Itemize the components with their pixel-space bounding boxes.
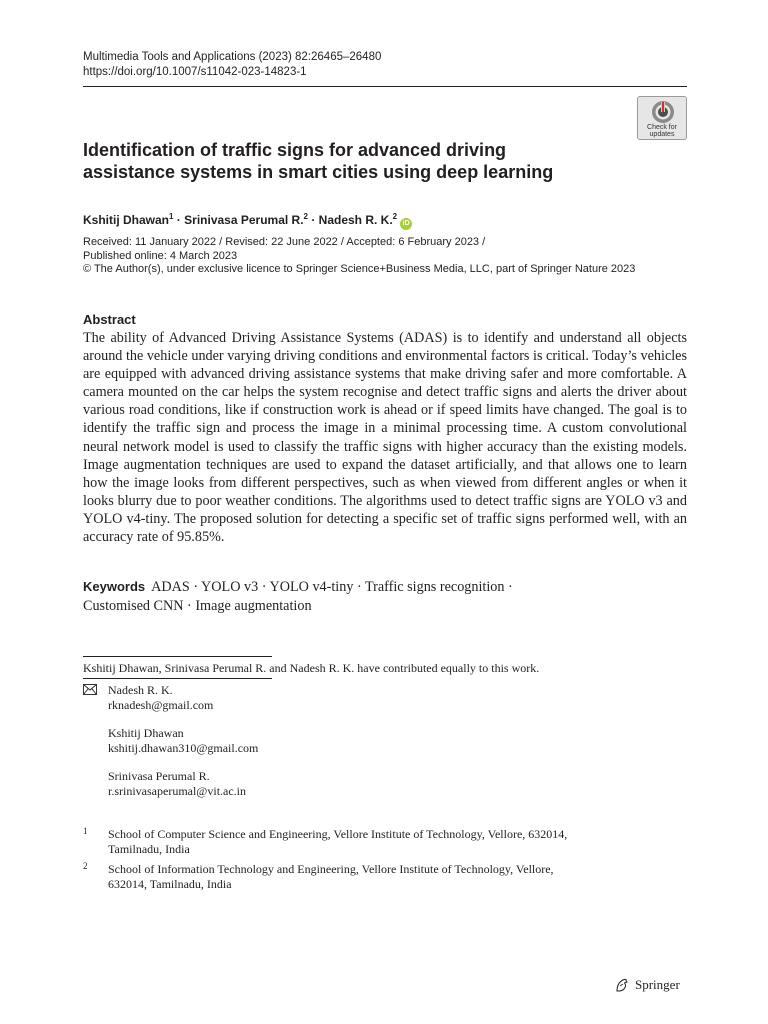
contact-email[interactable]: rknadesh@gmail.com	[108, 698, 214, 712]
copyright-notice: © The Author(s), under exclusive licence to Springer Science+Business Media, LLC, part of Springer Nature 2023	[83, 263, 636, 275]
footnote-divider	[83, 656, 272, 657]
paper-title: Identification of traffic signs for advanced driving assistance systems in smart cities using deep learning	[83, 140, 554, 182]
history-dates: Received: 11 January 2022 / Revised: 22 June 2022 / Accepted: 6 February 2023 /	[83, 236, 486, 248]
envelope-icon	[83, 684, 97, 695]
check-for-updates-badge[interactable]	[637, 96, 687, 140]
keywords-label: Keywords	[83, 579, 146, 594]
author-affiliation-mark: 1	[169, 212, 174, 221]
crossmark-icon	[651, 100, 675, 124]
keywords-line: ADAS · YOLO v3 · YOLO v4-tiny · Traffic signs recognition ·	[151, 579, 513, 595]
springer-horse-icon	[614, 977, 630, 993]
contact-email[interactable]: kshitij.dhawan310@gmail.com	[108, 741, 259, 755]
contact-entry	[108, 769, 246, 799]
author-list	[83, 209, 412, 230]
contact-name: Nadesh R. K.	[108, 683, 173, 697]
affiliation-number: 2	[83, 861, 88, 871]
author-separator: ·	[173, 213, 185, 227]
published-online: Published online: 4 March 2023	[83, 249, 238, 262]
author-name[interactable]: Nadesh R. K.	[318, 213, 393, 227]
orcid-icon[interactable]: iD	[400, 218, 412, 230]
header-divider	[83, 86, 687, 87]
contact-entry	[108, 726, 258, 756]
author-name[interactable]: Srinivasa Perumal R.	[184, 213, 304, 227]
footnote-divider	[83, 678, 272, 679]
contact-name: Kshitij Dhawan	[108, 726, 184, 740]
keywords-line: Customised CNN · Image augmentation	[83, 597, 312, 614]
author-affiliation-mark: 2	[392, 212, 398, 221]
author-name[interactable]: Kshitij Dhawan	[83, 213, 170, 227]
affiliation-number: 1	[83, 826, 88, 836]
affiliation-entry: School of Information Technology and Engineering, Vellore Institute of Technology, Vellore, 632014, Tamilnadu, India	[108, 862, 554, 891]
publisher-name: Springer	[635, 977, 680, 992]
affiliation-entry: School of Computer Science and Engineering, Vellore Institute of Technology, Vellore, 632014, Tamilnadu, India	[108, 827, 568, 856]
author-separator: ·	[307, 213, 319, 227]
contact-name: Srinivasa Perumal R.	[108, 769, 210, 783]
abstract-text: The ability of Advanced Driving Assistance Systems (ADAS) is to identify and understand all objects around the vehicle under varying driving conditions and environmental factors is critical. Today’s vehicles are equipped with advanced driving assistance systems that make driving safer and more comfortable. A camera mounted on the car helps the system recognise and detect traffic signs and alerts the driver about various road conditions, like if construction work is ahead or if speed limits have changed. The goal is to identify the traffic sign and process the image in a minimal processing time. A custom convolutional neural network model is used to classify the traffic signs with higher accuracy than the existing models. Image augmentation techniques are used to expand the dataset artificially, and that allows one to learn how the image looks from different perspectives, such as when viewed from different angles or when it looks blurry due to poor weather conditions. The algorithms used to detect traffic signs are YOLO v3 and YOLO v4-tiny. The proposed solution for detecting a specific set of traffic signs performed well, with an accuracy rate of 95.85%.	[83, 330, 687, 546]
equal-contribution-note: Kshitij Dhawan, Srinivasa Perumal R. and Nadesh R. K. have contributed equally to this work.	[83, 661, 540, 675]
check-for-updates-label: Check for updates	[647, 124, 677, 138]
abstract-heading: Abstract	[83, 312, 136, 327]
author-affiliation-mark: 2	[303, 212, 308, 221]
contact-entry	[108, 683, 213, 713]
journal-header	[83, 50, 381, 80]
doi-link[interactable]: https://doi.org/10.1007/s11042-023-14823-1	[83, 66, 307, 78]
keywords-section	[83, 578, 687, 615]
publisher-logo	[614, 975, 694, 995]
contact-email[interactable]: r.srinivasaperumal@vit.ac.in	[108, 784, 247, 798]
journal-citation: Multimedia Tools and Applications (2023) 82:26465–26480	[83, 51, 382, 63]
publication-dates	[83, 236, 635, 277]
